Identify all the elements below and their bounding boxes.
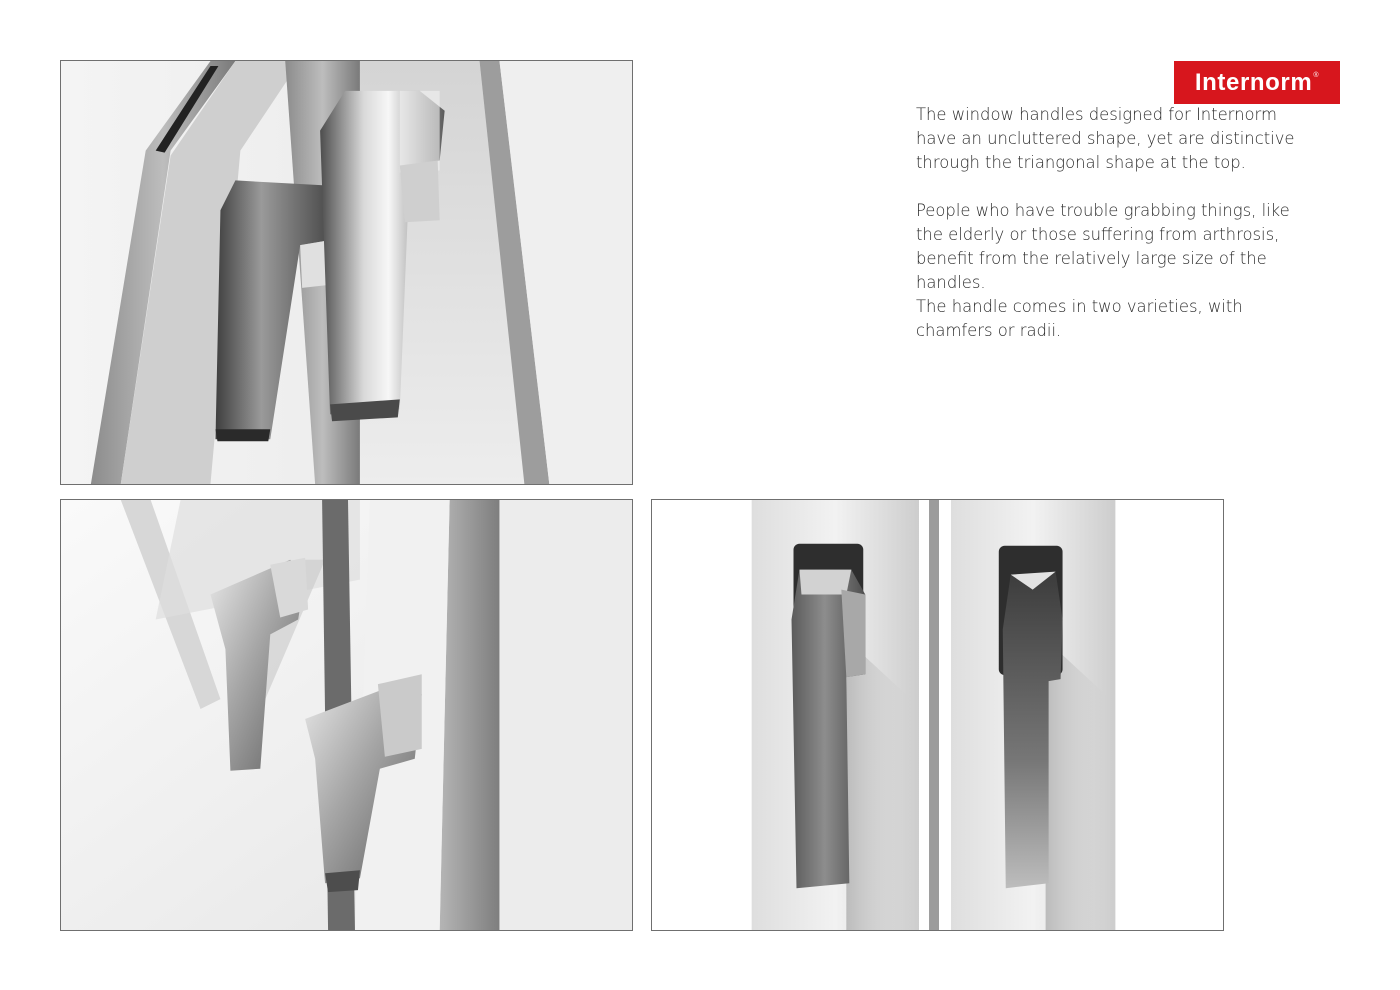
handle-render-image-1	[61, 61, 632, 484]
paragraph-spacer	[916, 175, 1356, 199]
render-bottom-left	[60, 499, 633, 931]
handle-render-image-2	[61, 500, 632, 930]
description-paragraph-2: People who have trouble grabbing things, like the elderly or those suffering from arthrosis, benefit from the relatively large size of the handles.	[916, 201, 1290, 292]
handle-render-image-3	[652, 500, 1223, 930]
logo-text: Internorm	[1194, 68, 1313, 96]
description-paragraph-1: The window handles designed for Internorm have an uncluttered shape, yet are distinctive through the triangonal shape at the top.	[916, 105, 1295, 172]
description-paragraph-3: The handle comes in two varieties, with chamfers or radii.	[916, 297, 1243, 340]
registered-mark: ®	[1313, 72, 1320, 79]
render-bottom-right	[651, 499, 1224, 931]
product-description	[916, 103, 1356, 343]
render-top-left	[60, 60, 633, 485]
internorm-logo	[1174, 61, 1340, 104]
